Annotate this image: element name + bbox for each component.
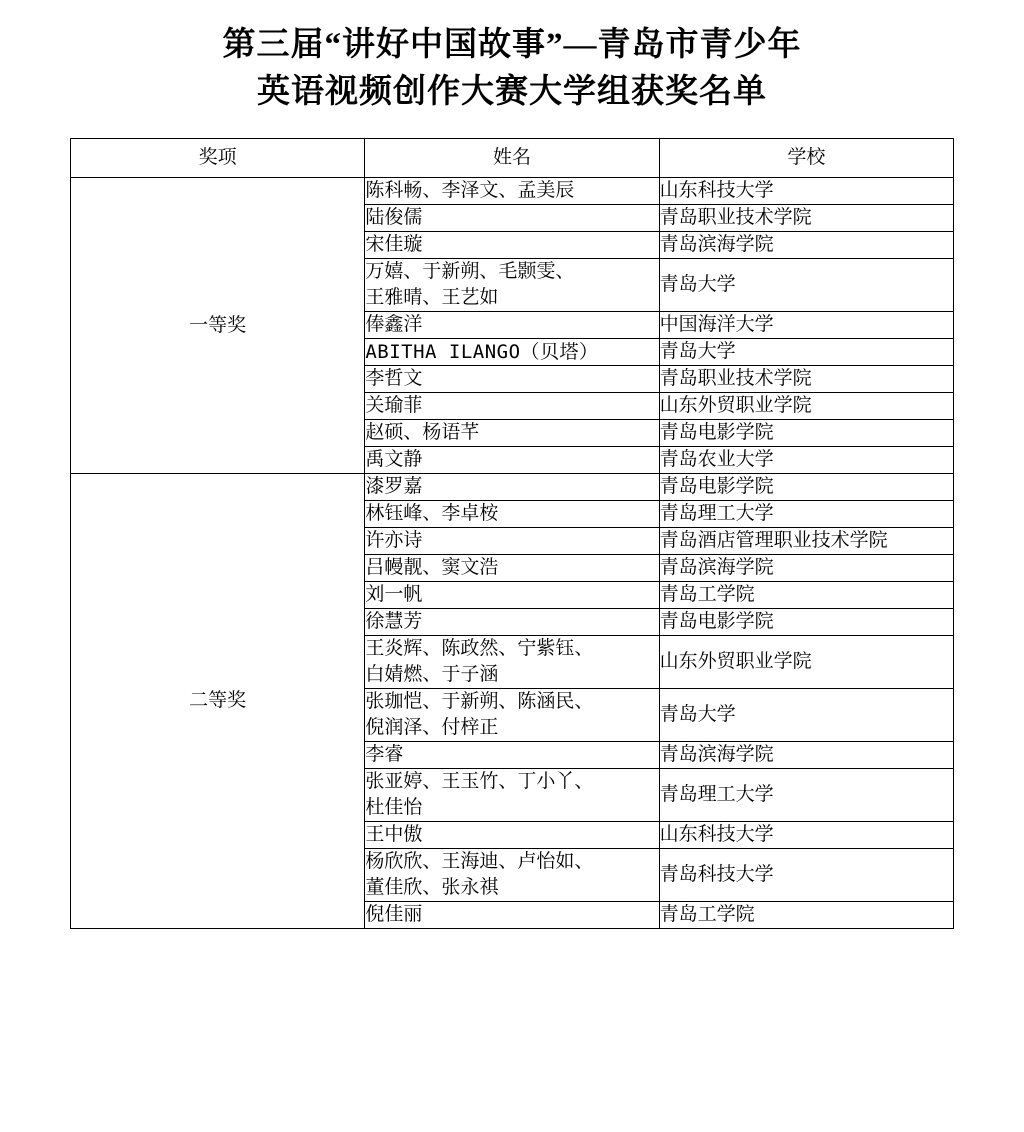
award-category-cell: 一等奖 bbox=[71, 178, 365, 474]
school-cell bbox=[659, 636, 953, 689]
school-cell bbox=[659, 232, 953, 259]
school-line: 青岛电影学院 bbox=[659, 422, 774, 443]
winner-names-cell bbox=[365, 259, 659, 312]
page-title-line-2: 英语视频创作大赛大学组获奖名单 bbox=[257, 74, 767, 110]
winner-names-cell bbox=[365, 609, 659, 636]
school-line: 青岛电影学院 bbox=[659, 611, 774, 632]
winner-names-line: 倪佳丽 bbox=[365, 904, 423, 925]
column-header-name: 姓名 bbox=[365, 139, 659, 178]
school-line: 青岛酒店管理职业技术学院 bbox=[659, 530, 888, 551]
column-header-award: 奖项 bbox=[71, 139, 365, 178]
winner-names-line: 杜佳怡 bbox=[365, 797, 423, 818]
winner-names-line: 倪润泽、付梓正 bbox=[365, 717, 499, 738]
winner-names-cell bbox=[365, 769, 659, 822]
school-line: 青岛大学 bbox=[659, 704, 736, 725]
winner-names-line: ABITHA ILANGO（贝塔） bbox=[365, 341, 599, 363]
school-cell bbox=[659, 312, 953, 339]
school-line: 青岛科技大学 bbox=[659, 864, 774, 885]
winner-names-line: 杨欣欣、王海迪、卢怡如、 bbox=[365, 851, 594, 872]
winner-names-cell bbox=[365, 339, 659, 366]
school-line: 青岛理工大学 bbox=[659, 784, 774, 805]
winner-names-cell bbox=[365, 312, 659, 339]
school-line: 青岛电影学院 bbox=[659, 476, 774, 497]
page-title bbox=[62, 22, 962, 116]
school-cell bbox=[659, 769, 953, 822]
school-cell bbox=[659, 501, 953, 528]
school-line: 青岛滨海学院 bbox=[659, 744, 774, 765]
winner-names-cell bbox=[365, 205, 659, 232]
winner-names-cell bbox=[365, 232, 659, 259]
winner-names-cell bbox=[365, 689, 659, 742]
table-header bbox=[71, 139, 954, 178]
school-line: 山东科技大学 bbox=[659, 824, 774, 845]
winner-names-line: 林钰峰、李卓桉 bbox=[365, 503, 499, 524]
school-cell bbox=[659, 366, 953, 393]
winner-names-line: 漆罗嘉 bbox=[365, 476, 423, 497]
winner-names-cell bbox=[365, 528, 659, 555]
winner-names-cell bbox=[365, 501, 659, 528]
winner-names-line: 陆俊儒 bbox=[365, 207, 423, 228]
school-cell bbox=[659, 447, 953, 474]
school-line: 青岛大学 bbox=[659, 274, 736, 295]
table-row bbox=[71, 178, 954, 205]
winner-names-cell bbox=[365, 555, 659, 582]
school-cell bbox=[659, 822, 953, 849]
school-line: 青岛职业技术学院 bbox=[659, 207, 812, 228]
winner-names-line: 许亦诗 bbox=[365, 530, 423, 551]
table-row bbox=[71, 474, 954, 501]
page-title-line-1: 第三届“讲好中国故事”—青岛市青少年 bbox=[222, 27, 802, 63]
school-line: 山东外贸职业学院 bbox=[659, 395, 812, 416]
school-cell bbox=[659, 259, 953, 312]
school-cell bbox=[659, 742, 953, 769]
school-cell bbox=[659, 420, 953, 447]
winner-names-line: 禹文静 bbox=[365, 449, 423, 470]
school-line: 山东外贸职业学院 bbox=[659, 651, 812, 672]
school-cell bbox=[659, 393, 953, 420]
school-line: 青岛理工大学 bbox=[659, 503, 774, 524]
winner-names-cell bbox=[365, 447, 659, 474]
column-header-school: 学校 bbox=[659, 139, 953, 178]
award-list-table bbox=[70, 138, 954, 929]
school-line: 青岛农业大学 bbox=[659, 449, 774, 470]
winner-names-line: 陈科畅、李泽文、孟美辰 bbox=[365, 180, 575, 201]
winner-names-cell bbox=[365, 636, 659, 689]
table-header-row bbox=[71, 139, 954, 178]
school-cell bbox=[659, 339, 953, 366]
school-line: 中国海洋大学 bbox=[659, 314, 774, 335]
winner-names-line: 刘一帆 bbox=[365, 584, 423, 605]
winner-names-line: 俸鑫洋 bbox=[365, 314, 423, 335]
award-category-cell: 二等奖 bbox=[71, 474, 365, 929]
school-line: 青岛滨海学院 bbox=[659, 557, 774, 578]
school-line: 山东科技大学 bbox=[659, 180, 774, 201]
table-body bbox=[71, 178, 954, 929]
school-cell bbox=[659, 528, 953, 555]
winner-names-line: 王炎辉、陈政然、宁紫钰、 bbox=[365, 638, 594, 659]
winner-names-cell bbox=[365, 178, 659, 205]
winner-names-line: 吕幔靓、窦文浩 bbox=[365, 557, 499, 578]
winner-names-cell bbox=[365, 474, 659, 501]
school-cell bbox=[659, 205, 953, 232]
school-line: 青岛工学院 bbox=[659, 904, 755, 925]
school-cell bbox=[659, 582, 953, 609]
school-cell bbox=[659, 609, 953, 636]
winner-names-cell bbox=[365, 822, 659, 849]
winner-names-cell bbox=[365, 742, 659, 769]
winner-names-line: 张珈恺、于新朔、陈涵民、 bbox=[365, 691, 594, 712]
winner-names-line: 王中傲 bbox=[365, 824, 423, 845]
winner-names-cell bbox=[365, 420, 659, 447]
school-cell bbox=[659, 689, 953, 742]
school-cell bbox=[659, 474, 953, 501]
winner-names-line: 李睿 bbox=[365, 744, 404, 765]
winner-names-line: 王雅晴、王艺如 bbox=[365, 287, 499, 308]
winner-names-line: 赵硕、杨语芊 bbox=[365, 422, 480, 443]
school-line: 青岛职业技术学院 bbox=[659, 368, 812, 389]
winner-names-cell bbox=[365, 393, 659, 420]
school-line: 青岛大学 bbox=[659, 341, 736, 362]
school-cell bbox=[659, 902, 953, 929]
school-line: 青岛滨海学院 bbox=[659, 234, 774, 255]
winner-names-cell bbox=[365, 902, 659, 929]
winner-names-line: 宋佳璇 bbox=[365, 234, 423, 255]
winner-names-cell bbox=[365, 849, 659, 902]
school-line: 青岛工学院 bbox=[659, 584, 755, 605]
winner-names-line: 张亚婷、王玉竹、丁小丫、 bbox=[365, 771, 594, 792]
winner-names-line: 李哲文 bbox=[365, 368, 423, 389]
school-cell bbox=[659, 849, 953, 902]
winner-names-cell bbox=[365, 582, 659, 609]
winner-names-line: 徐慧芳 bbox=[365, 611, 423, 632]
winner-names-line: 关瑜菲 bbox=[365, 395, 423, 416]
school-cell bbox=[659, 555, 953, 582]
winner-names-line: 白婧燃、于子涵 bbox=[365, 664, 499, 685]
winner-names-line: 董佳欣、张永祺 bbox=[365, 877, 499, 898]
winner-names-line: 万嬉、于新朔、毛颢雯、 bbox=[365, 261, 575, 282]
school-cell bbox=[659, 178, 953, 205]
winner-names-cell bbox=[365, 366, 659, 393]
